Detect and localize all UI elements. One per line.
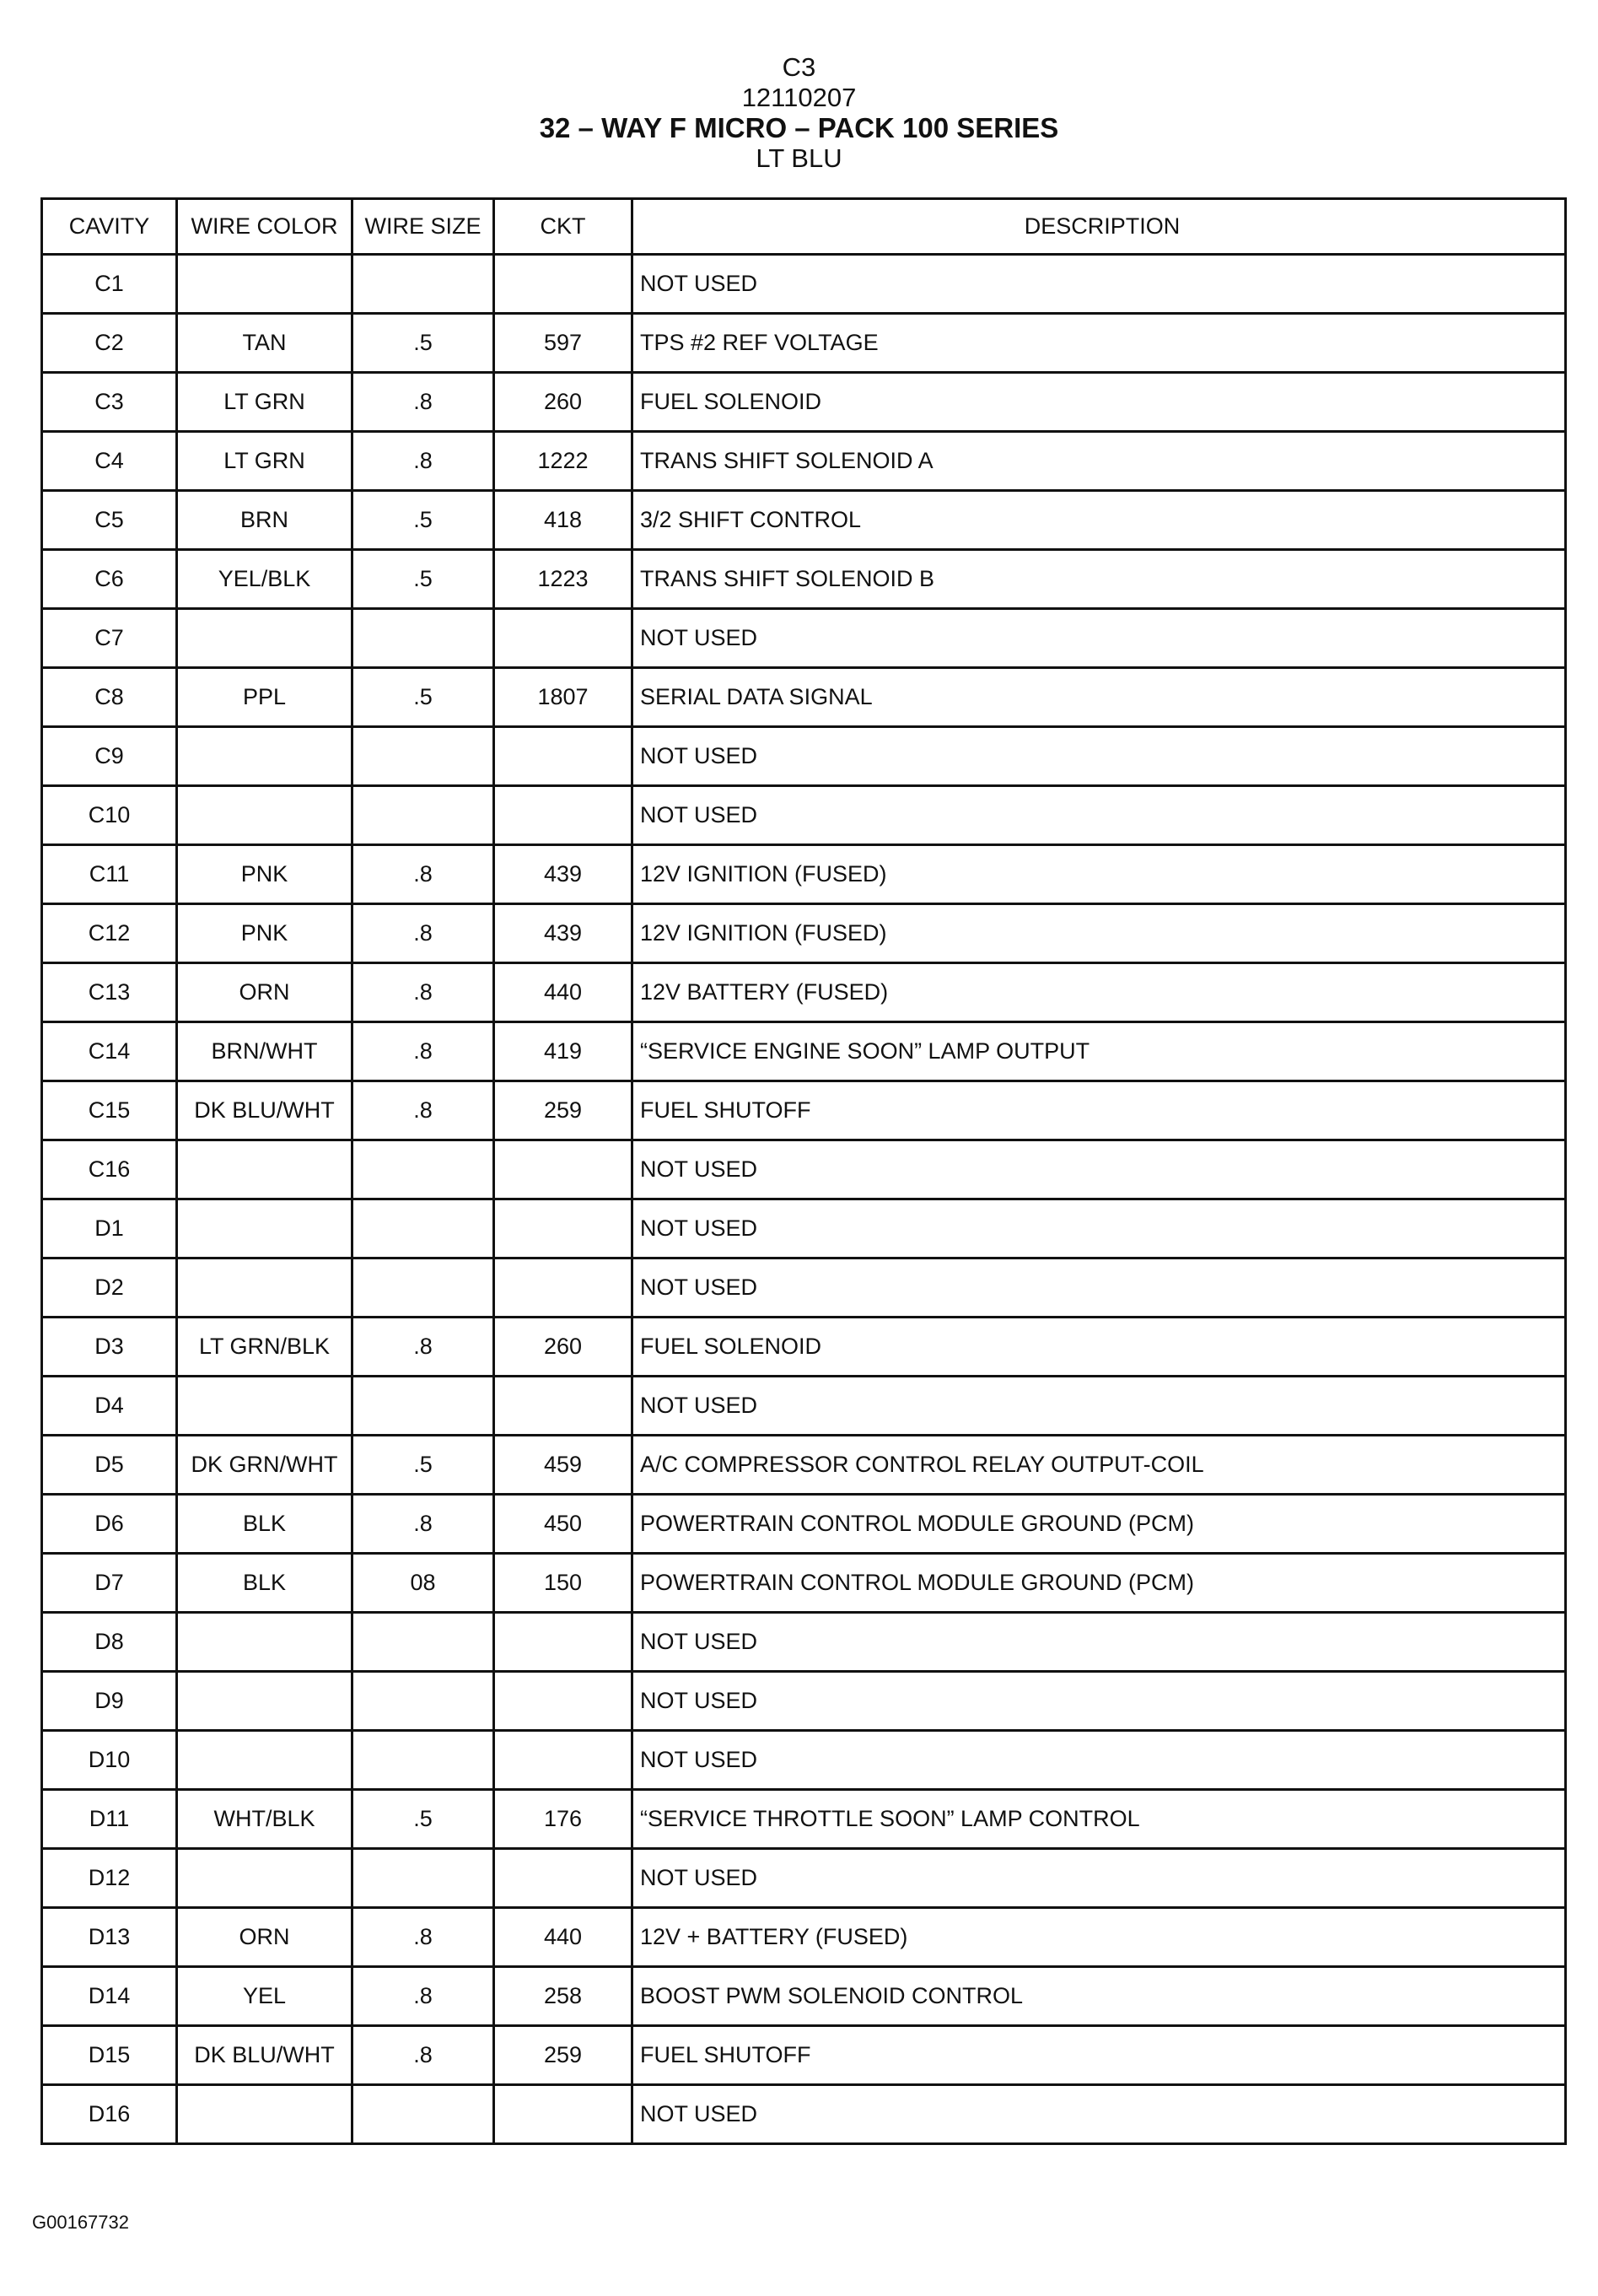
description-cell: NOT USED bbox=[632, 1140, 1566, 1199]
ckt-cell: 259 bbox=[494, 2026, 632, 2085]
connector-header bbox=[0, 52, 1598, 174]
wire-color-cell: ORN bbox=[177, 963, 352, 1022]
table-row bbox=[42, 432, 1566, 491]
ckt-cell: 260 bbox=[494, 373, 632, 432]
ckt-cell: 258 bbox=[494, 1967, 632, 2026]
wire-color-cell: LT GRN/BLK bbox=[177, 1318, 352, 1377]
cavity-cell: D13 bbox=[42, 1908, 177, 1967]
description-cell: FUEL SHUTOFF bbox=[632, 1081, 1566, 1140]
description-cell: NOT USED bbox=[632, 1613, 1566, 1672]
wire-size-cell bbox=[352, 1199, 494, 1258]
ckt-cell bbox=[494, 1849, 632, 1908]
wire-size-cell bbox=[352, 1140, 494, 1199]
table-row bbox=[42, 1199, 1566, 1258]
wire-size-cell: 08 bbox=[352, 1554, 494, 1613]
table-row bbox=[42, 1908, 1566, 1967]
description-cell: NOT USED bbox=[632, 255, 1566, 314]
wire-size-cell: .5 bbox=[352, 668, 494, 727]
table-row bbox=[42, 1967, 1566, 2026]
wire-size-cell: .5 bbox=[352, 1436, 494, 1495]
ckt-cell: 439 bbox=[494, 845, 632, 904]
description-cell: 3/2 SHIFT CONTROL bbox=[632, 491, 1566, 550]
description-cell: 12V IGNITION (FUSED) bbox=[632, 904, 1566, 963]
wire-color-cell bbox=[177, 255, 352, 314]
description-cell: “SERVICE ENGINE SOON” LAMP OUTPUT bbox=[632, 1022, 1566, 1081]
wire-color-cell: PNK bbox=[177, 845, 352, 904]
col-header-description: DESCRIPTION bbox=[632, 199, 1566, 255]
wire-color-cell: ORN bbox=[177, 1908, 352, 1967]
cavity-cell: D15 bbox=[42, 2026, 177, 2085]
wire-color-cell: YEL bbox=[177, 1967, 352, 2026]
description-cell: “SERVICE THROTTLE SOON” LAMP CONTROL bbox=[632, 1790, 1566, 1849]
description-cell: A/C COMPRESSOR CONTROL RELAY OUTPUT-COIL bbox=[632, 1436, 1566, 1495]
table-row bbox=[42, 1790, 1566, 1849]
wire-size-cell: .8 bbox=[352, 845, 494, 904]
cavity-cell: D3 bbox=[42, 1318, 177, 1377]
table-row bbox=[42, 314, 1566, 373]
description-cell: 12V + BATTERY (FUSED) bbox=[632, 1908, 1566, 1967]
cavity-cell: D2 bbox=[42, 1258, 177, 1318]
col-header-wire-size: WIRE SIZE bbox=[352, 199, 494, 255]
ckt-cell: 1223 bbox=[494, 550, 632, 609]
wire-color-cell bbox=[177, 786, 352, 845]
ckt-cell bbox=[494, 1613, 632, 1672]
ckt-cell: 439 bbox=[494, 904, 632, 963]
cavity-cell: C12 bbox=[42, 904, 177, 963]
wire-color-cell bbox=[177, 727, 352, 786]
cavity-cell: C14 bbox=[42, 1022, 177, 1081]
ckt-cell: 440 bbox=[494, 1908, 632, 1967]
wire-size-cell: .8 bbox=[352, 1967, 494, 2026]
ckt-cell: 150 bbox=[494, 1554, 632, 1613]
wire-size-cell bbox=[352, 1613, 494, 1672]
col-header-wire-color: WIRE COLOR bbox=[177, 199, 352, 255]
table-row bbox=[42, 1436, 1566, 1495]
ckt-cell bbox=[494, 255, 632, 314]
ckt-cell bbox=[494, 1731, 632, 1790]
table-row bbox=[42, 1613, 1566, 1672]
cavity-cell: D8 bbox=[42, 1613, 177, 1672]
cavity-cell: C6 bbox=[42, 550, 177, 609]
table-row bbox=[42, 1731, 1566, 1790]
wire-color-cell bbox=[177, 1672, 352, 1731]
wire-color-cell bbox=[177, 1849, 352, 1908]
cavity-cell: C3 bbox=[42, 373, 177, 432]
ckt-cell bbox=[494, 609, 632, 668]
cavity-cell: D6 bbox=[42, 1495, 177, 1554]
description-cell: TRANS SHIFT SOLENOID B bbox=[632, 550, 1566, 609]
wire-color-cell: BRN bbox=[177, 491, 352, 550]
description-cell: POWERTRAIN CONTROL MODULE GROUND (PCM) bbox=[632, 1554, 1566, 1613]
wire-size-cell: .8 bbox=[352, 432, 494, 491]
table-row bbox=[42, 1554, 1566, 1613]
wire-color-cell: DK GRN/WHT bbox=[177, 1436, 352, 1495]
ckt-cell: 440 bbox=[494, 963, 632, 1022]
cavity-cell: D5 bbox=[42, 1436, 177, 1495]
description-cell: POWERTRAIN CONTROL MODULE GROUND (PCM) bbox=[632, 1495, 1566, 1554]
cavity-cell: C9 bbox=[42, 727, 177, 786]
wire-size-cell: .5 bbox=[352, 1790, 494, 1849]
wire-color-cell bbox=[177, 1613, 352, 1672]
table-row bbox=[42, 1081, 1566, 1140]
wire-color-cell: LT GRN bbox=[177, 373, 352, 432]
table-row bbox=[42, 1258, 1566, 1318]
ckt-cell bbox=[494, 786, 632, 845]
wire-color-cell: PPL bbox=[177, 668, 352, 727]
wire-color-cell: WHT/BLK bbox=[177, 1790, 352, 1849]
description-cell: NOT USED bbox=[632, 609, 1566, 668]
description-cell: NOT USED bbox=[632, 2085, 1566, 2144]
ckt-cell: 1807 bbox=[494, 668, 632, 727]
wire-size-cell: .8 bbox=[352, 1495, 494, 1554]
description-cell: NOT USED bbox=[632, 727, 1566, 786]
cavity-cell: D11 bbox=[42, 1790, 177, 1849]
wire-size-cell: .8 bbox=[352, 1081, 494, 1140]
wire-color-cell bbox=[177, 1258, 352, 1318]
cavity-cell: D1 bbox=[42, 1199, 177, 1258]
cavity-cell: C1 bbox=[42, 255, 177, 314]
cavity-cell: C10 bbox=[42, 786, 177, 845]
cavity-cell: D4 bbox=[42, 1377, 177, 1436]
ckt-cell bbox=[494, 1672, 632, 1731]
description-cell: NOT USED bbox=[632, 1731, 1566, 1790]
wire-size-cell bbox=[352, 1731, 494, 1790]
table-row bbox=[42, 786, 1566, 845]
table-row bbox=[42, 2026, 1566, 2085]
wire-color-cell: PNK bbox=[177, 904, 352, 963]
table-row bbox=[42, 2085, 1566, 2144]
wire-size-cell: .5 bbox=[352, 550, 494, 609]
wire-size-cell: .8 bbox=[352, 2026, 494, 2085]
wire-size-cell bbox=[352, 2085, 494, 2144]
description-cell: FUEL SOLENOID bbox=[632, 1318, 1566, 1377]
description-cell: NOT USED bbox=[632, 1849, 1566, 1908]
wire-color-cell: TAN bbox=[177, 314, 352, 373]
cavity-cell: C16 bbox=[42, 1140, 177, 1199]
table-row bbox=[42, 1672, 1566, 1731]
wire-size-cell: .8 bbox=[352, 963, 494, 1022]
figure-id: G00167732 bbox=[32, 2212, 129, 2233]
wire-color-cell: DK BLU/WHT bbox=[177, 2026, 352, 2085]
wire-size-cell: .5 bbox=[352, 314, 494, 373]
cavity-cell: D7 bbox=[42, 1554, 177, 1613]
cavity-cell: C4 bbox=[42, 432, 177, 491]
description-cell: 12V BATTERY (FUSED) bbox=[632, 963, 1566, 1022]
ckt-cell bbox=[494, 1199, 632, 1258]
cavity-cell: C15 bbox=[42, 1081, 177, 1140]
wire-size-cell: .8 bbox=[352, 1908, 494, 1967]
description-cell: TRANS SHIFT SOLENOID A bbox=[632, 432, 1566, 491]
table-row bbox=[42, 1849, 1566, 1908]
ckt-cell: 176 bbox=[494, 1790, 632, 1849]
wire-size-cell bbox=[352, 1258, 494, 1318]
wire-color-cell bbox=[177, 1140, 352, 1199]
ckt-cell: 419 bbox=[494, 1022, 632, 1081]
description-cell: TPS #2 REF VOLTAGE bbox=[632, 314, 1566, 373]
wire-size-cell: .8 bbox=[352, 373, 494, 432]
wire-color-cell: LT GRN bbox=[177, 432, 352, 491]
wire-size-cell: .5 bbox=[352, 491, 494, 550]
connector-type: 32 – WAY F MICRO – PACK 100 SERIES bbox=[539, 112, 1059, 143]
ckt-cell: 260 bbox=[494, 1318, 632, 1377]
connector-color: LT BLU bbox=[756, 143, 842, 173]
ckt-cell: 459 bbox=[494, 1436, 632, 1495]
ckt-cell: 597 bbox=[494, 314, 632, 373]
description-cell: BOOST PWM SOLENOID CONTROL bbox=[632, 1967, 1566, 2026]
table-row bbox=[42, 550, 1566, 609]
description-cell: NOT USED bbox=[632, 1199, 1566, 1258]
col-header-ckt: CKT bbox=[494, 199, 632, 255]
cavity-cell: D9 bbox=[42, 1672, 177, 1731]
wire-size-cell: .8 bbox=[352, 904, 494, 963]
table-row bbox=[42, 963, 1566, 1022]
cavity-cell: C8 bbox=[42, 668, 177, 727]
cavity-cell: D10 bbox=[42, 1731, 177, 1790]
table-row bbox=[42, 1318, 1566, 1377]
ckt-cell: 1222 bbox=[494, 432, 632, 491]
wire-size-cell bbox=[352, 255, 494, 314]
wire-color-cell: YEL/BLK bbox=[177, 550, 352, 609]
wire-size-cell bbox=[352, 727, 494, 786]
table-row bbox=[42, 727, 1566, 786]
pinout-table bbox=[40, 197, 1567, 2145]
wire-color-cell: DK BLU/WHT bbox=[177, 1081, 352, 1140]
connector-name: C3 bbox=[782, 52, 816, 82]
table-row bbox=[42, 668, 1566, 727]
wire-color-cell bbox=[177, 1377, 352, 1436]
wire-color-cell: BLK bbox=[177, 1495, 352, 1554]
wire-size-cell bbox=[352, 1672, 494, 1731]
table-row bbox=[42, 1377, 1566, 1436]
wire-size-cell: .8 bbox=[352, 1318, 494, 1377]
table-row bbox=[42, 255, 1566, 314]
table-row bbox=[42, 904, 1566, 963]
cavity-cell: C5 bbox=[42, 491, 177, 550]
cavity-cell: D16 bbox=[42, 2085, 177, 2144]
description-cell: 12V IGNITION (FUSED) bbox=[632, 845, 1566, 904]
ckt-cell bbox=[494, 727, 632, 786]
ckt-cell: 259 bbox=[494, 1081, 632, 1140]
description-cell: NOT USED bbox=[632, 1377, 1566, 1436]
ckt-cell bbox=[494, 1377, 632, 1436]
cavity-cell: D12 bbox=[42, 1849, 177, 1908]
part-number: 12110207 bbox=[741, 83, 857, 112]
wire-size-cell bbox=[352, 609, 494, 668]
ckt-cell bbox=[494, 2085, 632, 2144]
wire-color-cell bbox=[177, 609, 352, 668]
table-row bbox=[42, 1140, 1566, 1199]
wire-size-cell bbox=[352, 1849, 494, 1908]
wire-color-cell bbox=[177, 1199, 352, 1258]
wire-size-cell: .8 bbox=[352, 1022, 494, 1081]
cavity-cell: C11 bbox=[42, 845, 177, 904]
col-header-cavity: CAVITY bbox=[42, 199, 177, 255]
wire-size-cell bbox=[352, 786, 494, 845]
cavity-cell: C2 bbox=[42, 314, 177, 373]
table-row bbox=[42, 609, 1566, 668]
wire-color-cell bbox=[177, 1731, 352, 1790]
ckt-cell: 418 bbox=[494, 491, 632, 550]
ckt-cell bbox=[494, 1258, 632, 1318]
cavity-cell: C13 bbox=[42, 963, 177, 1022]
table-body bbox=[42, 255, 1566, 2144]
description-cell: NOT USED bbox=[632, 1258, 1566, 1318]
description-cell: NOT USED bbox=[632, 786, 1566, 845]
wire-color-cell bbox=[177, 2085, 352, 2144]
description-cell: FUEL SOLENOID bbox=[632, 373, 1566, 432]
table-row bbox=[42, 1022, 1566, 1081]
description-cell: FUEL SHUTOFF bbox=[632, 2026, 1566, 2085]
ckt-cell: 450 bbox=[494, 1495, 632, 1554]
cavity-cell: D14 bbox=[42, 1967, 177, 2026]
wire-color-cell: BLK bbox=[177, 1554, 352, 1613]
table-row bbox=[42, 845, 1566, 904]
ckt-cell bbox=[494, 1140, 632, 1199]
header-row bbox=[42, 199, 1566, 255]
description-cell: NOT USED bbox=[632, 1672, 1566, 1731]
table-row bbox=[42, 491, 1566, 550]
table-row bbox=[42, 1495, 1566, 1554]
wire-size-cell bbox=[352, 1377, 494, 1436]
table-row bbox=[42, 373, 1566, 432]
cavity-cell: C7 bbox=[42, 609, 177, 668]
wire-color-cell: BRN/WHT bbox=[177, 1022, 352, 1081]
description-cell: SERIAL DATA SIGNAL bbox=[632, 668, 1566, 727]
